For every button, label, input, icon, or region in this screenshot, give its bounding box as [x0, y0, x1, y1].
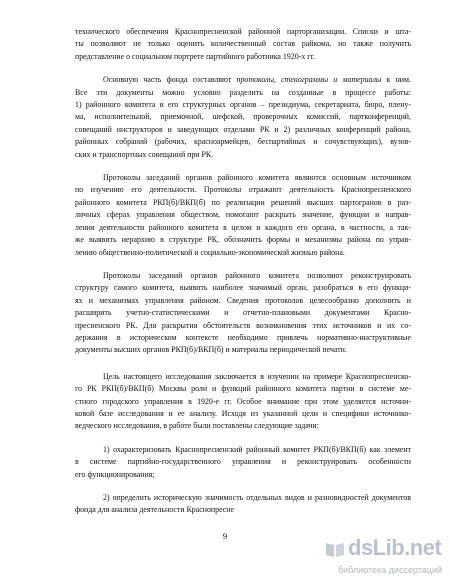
paragraph-gap	[75, 259, 411, 270]
dslib-watermark-logo	[324, 535, 442, 575]
text-line: ковой базе исследования и ее анализу. Исходя из указанной цели и специфики источнико-	[75, 408, 411, 418]
text-line: по изучению его деятельности. Протоколы отражают деятельность Краснопресненского	[75, 185, 411, 195]
text-line: расширить учетно-статистическими и отчетно-плановыми документами Красно-	[75, 308, 411, 318]
text-line: го РК РКП(б)/ВКП(б) Москвы роли и функций районного комитета партии в системе ме-	[75, 384, 411, 394]
text-line: ты позволяют не только оценить количественный состав райкома, но также получить	[75, 39, 411, 49]
text-line: ских и транспортных совещаний при РК.	[75, 149, 214, 159]
body-text	[75, 26, 411, 517]
text-line: Протоколы заседаний органов районного комитета позволяют реконструировать	[103, 270, 411, 280]
text-segment: Основную часть фонда составляют	[103, 75, 237, 85]
text-line: лению общественно-политической и социально-экономической жизнью района.	[75, 247, 345, 257]
text-line: структуру самого комитета, выявить наиболее значимый орган, разобраться в его функци-	[75, 283, 411, 293]
text-line: ления деятельности районного комитета в целом и каждого его органа, в частности, а так-	[75, 222, 411, 232]
text-line: документы высших органов РКП(б)/ВКП(б) и материалы периодической печати.	[75, 345, 347, 355]
text-line: технического обеспечения Краснопресненской районной парторганизации. Списки и шта-	[75, 27, 411, 36]
text-line: Цель настоящего исследования заключается в изучении на примере Краснопресненско-	[103, 371, 411, 381]
text-line: же выявить иерархию в структуре РК, обозначить формы и механизмы района по управ-	[75, 235, 411, 245]
text-line: пресненского РК. Для раскрытия обстоятельств возникновения этих источников и их со-	[75, 320, 411, 330]
paragraph-gap	[75, 161, 411, 172]
book-icon	[324, 539, 346, 559]
paragraph-2	[75, 74, 411, 161]
text-line: держания в историческом контексте необходимо привлечь нормативно-инструктивные	[75, 332, 411, 342]
text-segment: к ним.	[381, 75, 411, 85]
paragraph-gap	[75, 63, 411, 74]
paragraph-gap	[75, 481, 411, 492]
text-line: 1) охарактеризовать Краснопресненский районный комитет РКП(б)/ВКП(б) как элемент	[103, 444, 411, 454]
italic-phrase: протоколы, стенограммы и материалы	[236, 75, 382, 85]
paragraph-1	[75, 26, 411, 63]
text-line: его функционирования;	[75, 469, 155, 479]
paragraph-5	[75, 371, 411, 433]
text-line: стного городского управления в 1920-е гг. Особое внимание при этом уделяется источни-	[75, 396, 411, 406]
page-number: 9	[222, 531, 228, 541]
text-line-with-italic	[75, 74, 411, 86]
text-line: районного комитета РКП(б)/ВКП(б) по реализации решений высших партогранов в раз-	[75, 197, 411, 207]
text-line: ма, исполнительной, приемочной, шефской, проверочных комиссий, партконференций,	[75, 112, 411, 122]
logo-title: dsLib.net	[348, 535, 442, 560]
task-item-1	[75, 444, 411, 481]
text-line: личных сферах управления обществом, помогают раскрыть значение, функции и направ-	[75, 210, 411, 220]
paragraph-gap	[75, 357, 411, 371]
text-line: ведческого исследования, в работе были поставлены следующие задачи:	[75, 421, 319, 431]
paragraph-3	[75, 172, 411, 259]
text-line: ях и механизмах управления районом. Сведения протоколов целесообразно дополнить и	[75, 295, 411, 305]
text-line: 2) определить историческую значимость отдельных видов и разновидностей документов	[103, 493, 411, 502]
paragraph-gap	[75, 433, 411, 444]
text-line: представление о социальном портрете партийного работника 1920-х гг.	[75, 51, 315, 61]
text-line: фонда для анализа деятельности Краснопресне	[75, 505, 234, 515]
text-line: в системе партийно-государственного управления и реконструировать особенности	[75, 457, 411, 467]
text-line: совещаний инструкторов и заведующих отделами РК и 2) различных конференций района,	[75, 124, 411, 134]
task-item-2	[75, 492, 411, 517]
text-line: 1) районного комитета и его структурных органов – президиума, секретариата, бюро, плену-	[75, 100, 411, 110]
text-line: Все эти документы можно условно разделить на созданные в процессе работы:	[75, 87, 411, 97]
text-line: районных собраний (рабочих, красноармейцев, беспартийных и сочувствующих), вузов-	[75, 137, 411, 147]
logo-subtitle: библиотека диссертаций	[337, 565, 442, 575]
text-line: Протоколы заседаний органов районного комитета являются основным источником	[103, 173, 411, 183]
paragraph-4	[75, 270, 411, 357]
